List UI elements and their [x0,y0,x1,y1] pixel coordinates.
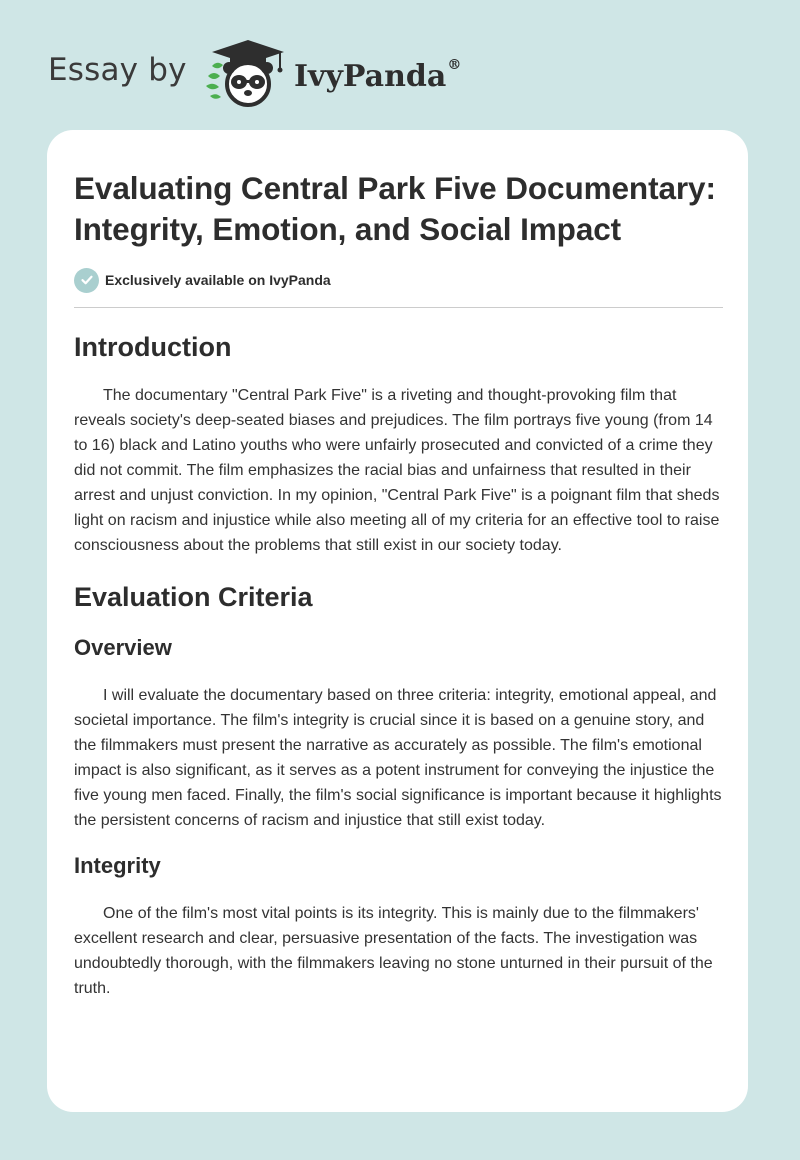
subsection-heading-overview: Overview [74,635,172,660]
essay-card [47,130,748,1112]
check-circle-icon [74,268,99,293]
introduction-paragraph: The documentary "Central Park Five" is a riveting and thought-provoking film that reveals society's deep-seated biases and prejudices. The film portrays five young (from 14 to 16) black and Latino youths who were unfairly prosecuted and convicted of a crime they did not commit. The film emphasizes the racial bias and unfairness that resulted in their arrest and unjust conviction. In my opinion, "Central Park Five" is a poignant film that sheds light on racism and injustice while also meeting all of my criteria for an effective tool to raise consciousness about the problems that still exist in our society today. [74,387,720,554]
exclusive-badge [74,267,724,293]
subsection-heading-integrity: Integrity [74,853,161,878]
integrity-paragraph: One of the film's most vital points is its integrity. This is mainly due to the filmmakers' excellent research and clear, persuasive presentation of the facts. The investigation was undoubtedly thorough, with the filmmakers leaving no stone unturned in their pursuit of the truth. [74,905,713,997]
overview-paragraph: I will evaluate the documentary based on three criteria: integrity, emotional appeal, and societal importance. The film's integrity is crucial since it is based on a genuine story, and the filmmakers must present the narrative as accurately as possible. The film's emotional impact is also significant, as it serves as a potent instrument for conveying the injustice the five young men faced. Finally, the film's social significance is important because it highlights the persistent concerns of racism and injustice that still exist today. [74,687,722,829]
essay-title: Evaluating Central Park Five Documentary: Integrity, Emotion, and Social Impact [74,170,716,247]
essay-content [74,168,724,1001]
panda-graduate-logo-icon[interactable] [200,36,290,108]
section-heading-evaluation-criteria: Evaluation Criteria [74,582,313,612]
site-header [0,0,800,130]
title-divider [74,307,723,308]
section-heading-introduction: Introduction [74,332,232,362]
brand-name[interactable] [294,53,461,95]
essay-by-label: Essay by [48,52,187,88]
registered-mark: ® [447,57,462,73]
brand-name-text: IvyPanda [294,59,447,94]
badge-text: Exclusively available on IvyPanda [105,272,331,288]
